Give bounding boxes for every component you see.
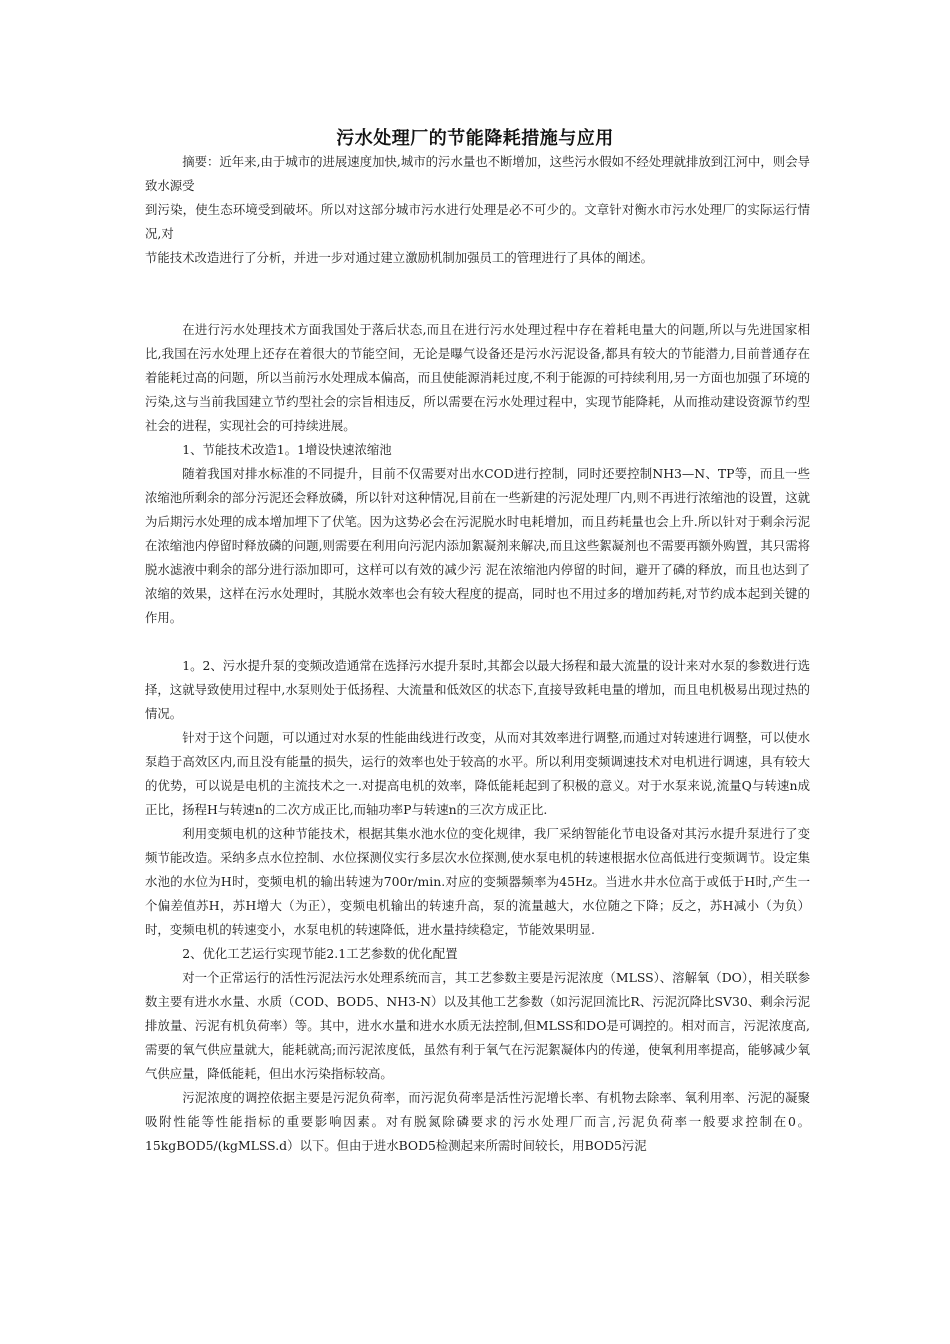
- document-body: [145, 150, 810, 1158]
- paragraph-1-1: 随着我国对排水标准的不同提升，目前不仅需要对出水COD进行控制，同时还要控制NH3—N、TP等，而且一些浓缩池所剩余的部分污泥还会释放磷，所以针对这种情况,目前在一些新建的污泥处理厂内,则不再进行浓缩池的设置，这就为后期污水处理的成本增加埋下了伏笔。因为这势必会在污泥脱水时电耗增加，而且药耗量也会上升.所以针对于剩余污泥在浓缩池内停留时释放磷的问题,则需要在利用向污泥内添加絮凝剂来解决,而且这些絮凝剂也不需要再额外购置，其只需将脱水滤液中剩余的部分进行添加即可，这样可以有效的减少污 泥在浓缩池内停留的时间，避开了磷的释放，而且也达到了浓缩的效果，这样在污水处理时，其脱水效率也会有较大程度的提高，同时也不用过多的增加药耗,对节约成本起到关键的作用。: [145, 466, 810, 625]
- abstract-line-3: 节能技术改造进行了分析，并进一步对通过建立激励机制加强员工的管理进行了具体的阐述。: [145, 250, 654, 265]
- paragraph-2-1-sludge: 污泥浓度的调控依据主要是污泥负荷率，而污泥负荷率是活性污泥增长率、有机物去除率、氧利用率、污泥的凝聚吸附性能等性能指标的重要影响因素。对有脱氮除磷要求的污水处理厂而言,污泥负荷率一般要求控制在0。15kgBOD5/(kgMLSS.d）以下。但由于进水BOD5检测起来所需时间较长，用BOD5污泥: [145, 1090, 810, 1153]
- paragraph-2-1: 对一个正常运行的活性污泥法污水处理系统而言，其工艺参数主要是污泥浓度（MLSS）、溶解氧（DO），相关联参数主要有进水水量、水质（COD、BOD5、NH3-N）以及其他工艺参数（如污泥回流比R、污泥沉降比SV30、剩余污泥排放量、污泥有机负荷率）等。其中，进水水量和进水水质无法控制,但MLSS和DO是可调控的。相对而言，污泥浓度高,需要的氧气供应量就大，能耗就高;而污泥浓度低，虽然有利于氧气在污泥絮凝体内的传递，使氧利用率提高，能够减少氧气供应量，降低能耗，但出水污染指标较高。: [145, 970, 810, 1081]
- abstract-line-2: 到污染，使生态环境受到破坏。所以对这部分城市污水进行处理是必不可少的。文章针对衡水市污水处理厂的实际运行情况,对: [145, 202, 810, 241]
- abstract-line-1: 摘要：近年来,由于城市的进展速度加快,城市的污水量也不断增加，这些污水假如不经处理就排放到江河中，则会导致水源受: [145, 154, 810, 193]
- paragraph-gap: [145, 270, 810, 294]
- paragraph-1-2: 1。2、污水提升泵的变频改造通常在选择污水提升泵时,其都会以最大扬程和最大流量的设计来对水泵的参数进行选择，这就导致使用过程中,水泵则处于低扬程、大流量和低效区的状态下,直接导致耗电量的增加，而且电机极易出现过热的情况。: [145, 658, 810, 721]
- intro-paragraph: 在进行污水处理技术方面我国处于落后状态,而且在进行污水处理过程中存在着耗电量大的问题,所以与先进国家相比,我国在污水处理上还存在着很大的节能空间，无论是曝气设备还是污水污泥设备,都具有较大的节能潜力,目前普通存在着能耗过高的问题，所以当前污水处理成本偏高，而且使能源消耗过度,不利于能源的可持续利用,另一方面也加强了环境的污染,这与当前我国建立节约型社会的宗旨相违反，所以需要在污水处理过程中，实现节能降耗，从而推动建设资源节约型社会的进程，实现社会的可持续进展。: [145, 322, 810, 433]
- paragraph-1-2-problem: 针对于这个问题，可以通过对水泵的性能曲线进行改变，从而对其效率进行调整,而通过对转速进行调整，可以使水泵趋于高效区内,而且没有能量的损失，运行的效率也处于较高的水平。所以利用变频调速技术对电机进行调速，具有较大的优势，可以说是电机的主流技术之一.对提高电机的效率，降低能耗起到了积极的意义。对于水泵来说,流量Q与转速n成正比，扬程H与转速n的二次方成正比,而轴功率P与转速n的三次方成正比.: [145, 730, 810, 817]
- paragraph-1-2-application: 利用变频电机的这种节能技术，根据其集水池水位的变化规律，我厂采纳智能化节电设备对其污水提升泵进行了变频节能改造。采纳多点水位控制、水位探测仪实行多层次水位探测,使水泵电机的转速根据水位高低进行变频调节。设定集水池的水位为H时，变频电机的输出转速为700r/min.对应的变频器频率为45Hz。当进水井水位高于或低于H时,产生一个偏差值苏H，苏H增大（为正），变频电机输出的转速升高，泵的流量越大，水位随之下降；反之，苏H减小（为负）时，变频电机的转速变小，水泵电机的转速降低，进水量持续稳定，节能效果明显.: [145, 826, 810, 937]
- section-heading-1: 1、节能技术改造1。1增设快速浓缩池: [182, 442, 392, 457]
- document-title: 污水处理厂的节能降耗措施与应用: [336, 128, 614, 149]
- section-heading-2: 2、优化工艺运行实现节能2.1工艺参数的优化配置: [182, 946, 458, 961]
- paragraph-gap: [145, 294, 810, 318]
- paragraph-gap: [145, 630, 810, 654]
